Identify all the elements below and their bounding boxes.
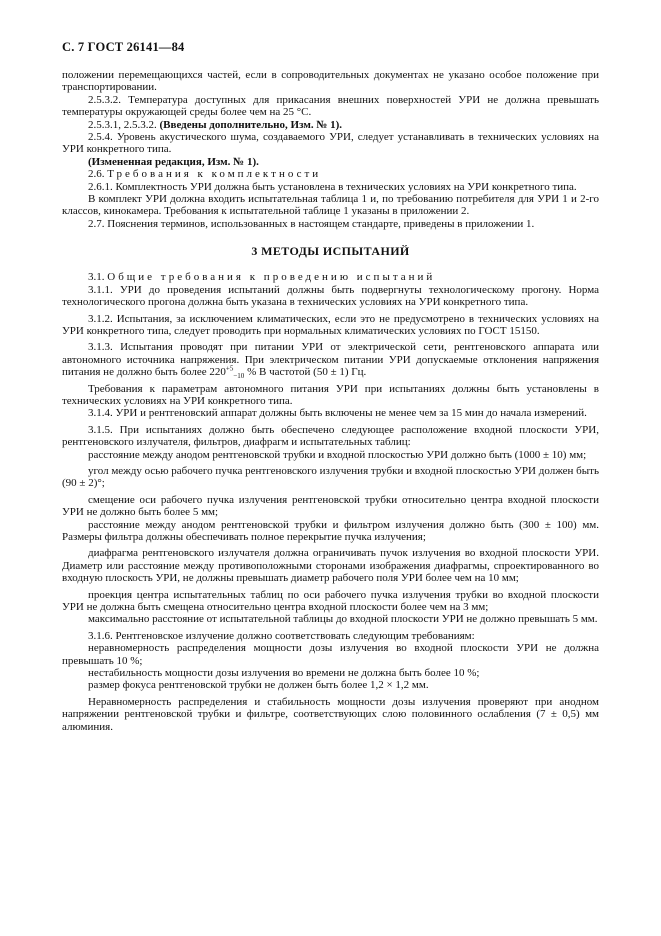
paragraph-261: 2.6.1. Комплектность УРИ должна быть установлена в технических условиях на УРИ конкретного типа. <box>88 180 577 193</box>
paragraph-316: 3.1.6. Рентгеновское излучение должно соответствовать следующим требованиям: <box>88 629 475 642</box>
subsection-title: Требования к комплектности <box>107 168 322 181</box>
list-item: неравномерность распределения мощности дозы излучения во входной плоскости УРИ не должна превышать 10 %; <box>62 642 599 667</box>
paragraph-313: 3.1.3. Испытания проводят при питании УРИ от электрической сети, рентгеновского аппарата или автономного источника напряжения. При электрическом питании УРИ допускаемые отклонения напряжения питания не должно быть более $220^{+5}_{-10}$ % В частотой (50 ± 1) Гц. <box>62 341 599 381</box>
list-item: расстояние между анодом рентгеновской трубки и входной плоскостью УРИ должно быть (1000 ± 10) мм; <box>88 448 587 461</box>
paragraph-2533 <box>62 119 599 131</box>
subsection-heading-26: 2.6. Требования к комплектности <box>88 168 322 181</box>
voltage-value: 220 <box>209 366 226 379</box>
paragraph-315: 3.1.5. При испытаниях должно быть обеспечено следующее расположение входной плоскости УРИ, рентгеновского излучателя, фильтров, диафрагм и испытательных таблиц: <box>62 423 599 449</box>
paragraph-2532: 2.5.3.2. Температура доступных для прикасания внешних поверхностей УРИ не должна превышать температуры окружающей среды более чем на 25 °С. <box>62 93 599 119</box>
paragraph-27: 2.7. Пояснения терминов, использованных в настоящем стандарте, приведены в приложении 1. <box>88 217 535 230</box>
subsection-title: Общие требования к проведению испытаний <box>107 271 436 284</box>
amendment-note: (Измененная редакция, Изм. № 1). <box>88 155 259 168</box>
list-item: смещение оси рабочего пучка излучения рентгеновской трубки относительно центра входной плоскости УРИ не должно быть более 5 мм; <box>62 493 599 519</box>
clause-ref: 2.5.3.1, 2.5.3.2. <box>88 118 160 131</box>
page-header: С. 7 ГОСТ 26141—84 <box>62 40 185 54</box>
section-title: 3 МЕТОДЫ ИСПЫТАНИЙ <box>251 244 410 259</box>
paragraph-316b: Неравномерность распределения и стабильность мощности дозы излучения проверяют при анодном напряжении рентгеновской трубки и фильтре, соответствующих слою половинного ослабления (7 ± 0,5) мм алюминия. <box>62 695 599 733</box>
paragraph-311: 3.1.1. УРИ до проведения испытаний должны быть подвергнуты технологическому прогону. Норма технологического прогона должна быть указана в технических условиях на УРИ конкретного типа. <box>62 283 599 309</box>
paragraph: положении перемещающихся частей, если в сопроводительных документах не указано особое положение при транспортировании. <box>62 69 599 94</box>
paragraph-254: 2.5.4. Уровень акустического шума, создаваемого УРИ, следует устанавливать в технических условиях на УРИ конкретного типа. <box>62 131 599 156</box>
paragraph-261b: В комплект УРИ должна входить испытательная таблица 1 и, по требованию потребителя для УРИ 1 и 2-го классов, кинокамера. Требования к испытательной таблице 1 указаны в приложении 2. <box>62 193 599 218</box>
list-item: максимально расстояние от испытательной таблицы до входной плоскости УРИ не должно превышать 5 мм. <box>88 613 598 626</box>
list-item: угол между осью рабочего пучка рентгеновского излучения трубки и входной плоскостью УРИ должен быть (90 ± 2)°; <box>62 464 599 490</box>
paragraph-312: 3.1.2. Испытания, за исключением климатических, если это не предусмотрено в технических условиях на УРИ конкретного типа, следует проводить при нормальных климатических условиях по ГОСТ 15150. <box>62 312 599 337</box>
list-item: проекция центра испытательных таблиц по оси рабочего пучка излучения трубки во входной плоскости УРИ не должна быть смещена относительно центра входной плоскости более чем на 3 мм; <box>62 588 599 614</box>
list-item: расстояние между анодом рентгеновской трубки и фильтром излучения должно быть (300 ± 100) мм. Размеры фильтра должны обеспечивать полное перекрытие пучка излучения; <box>62 518 599 543</box>
document-page <box>62 40 599 733</box>
subsection-heading-31: 3.1. Общие требования к проведению испытаний <box>88 271 436 284</box>
amendment-note: (Введены дополнительно, Изм. № 1). <box>159 118 343 131</box>
paragraph-313b: Требования к параметрам автономного питания УРИ при испытаниях должны быть установлены в технических условиях на УРИ конкретного типа. <box>62 382 599 407</box>
list-item: размер фокуса рентгеновской трубки не должен быть более 1,2 × 1,2 мм. <box>88 679 429 692</box>
paragraph-314: 3.1.4. УРИ и рентгеновский аппарат должны быть включены не менее чем за 15 мин до начала измерений. <box>88 407 587 420</box>
list-item: диафрагма рентгеновского излучателя должна ограничивать пучок излучения во входной плоскости УРИ. Диаметр или расстояние между противоположными сторонами изображения диафрагмы, спроектированного во входную плоскость УРИ, не должны превышать диаметр рабочего поля УРИ более чем на 10 мм; <box>62 547 599 585</box>
list-item: нестабильность мощности дозы излучения во времени не должна быть более 10 %; <box>88 667 480 680</box>
